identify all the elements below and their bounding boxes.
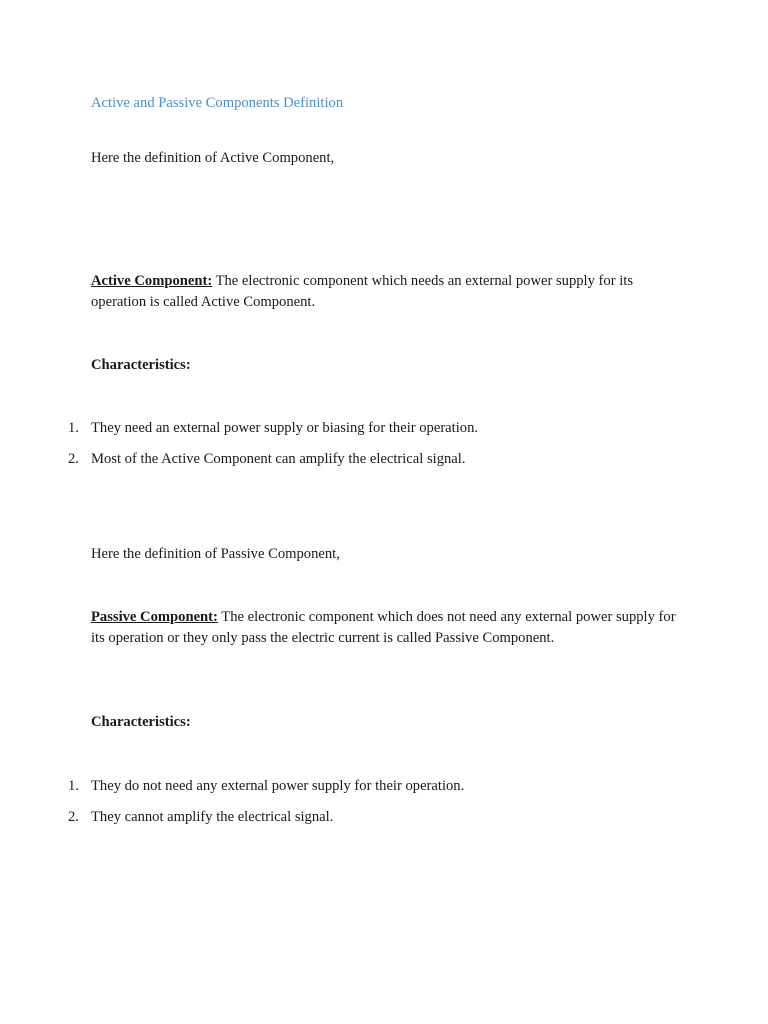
list-number: 1.	[68, 778, 79, 794]
passive-component-term: Passive Component:	[91, 609, 218, 625]
list-number: 1.	[68, 420, 79, 436]
passive-intro-text: Here the definition of Passive Component,	[91, 546, 340, 562]
active-intro-text: Here the definition of Active Component,	[91, 150, 335, 166]
passive-component-definition: The electronic component which does not need any external power supply for its operation or they only pass the electric current is called Passive Component.	[91, 609, 676, 646]
passive-definition-paragraph	[91, 607, 691, 649]
list-item-text: Most of the Active Component can amplify the electrical signal.	[91, 451, 466, 467]
passive-list-item-1	[68, 776, 688, 797]
active-list-item-1	[68, 418, 688, 439]
list-number: 2.	[68, 451, 79, 467]
passive-characteristics-heading: Characteristics:	[91, 714, 191, 730]
list-item-text: They need an external power supply or biasing for their operation.	[91, 420, 479, 436]
document-title: Active and Passive Components Definition	[91, 95, 344, 111]
list-number: 2.	[68, 809, 79, 825]
passive-list-item-2	[68, 807, 688, 828]
list-item-text: They do not need any external power supply for their operation.	[91, 778, 465, 794]
active-list-item-2	[68, 449, 688, 470]
active-component-definition: The electronic component which needs an external power supply for its operation is called Active Component.	[91, 273, 633, 310]
active-component-term: Active Component:	[91, 273, 213, 289]
active-characteristics-heading: Characteristics:	[91, 357, 191, 373]
active-definition-paragraph	[91, 271, 691, 313]
list-item-text: They cannot amplify the electrical signal.	[91, 809, 334, 825]
